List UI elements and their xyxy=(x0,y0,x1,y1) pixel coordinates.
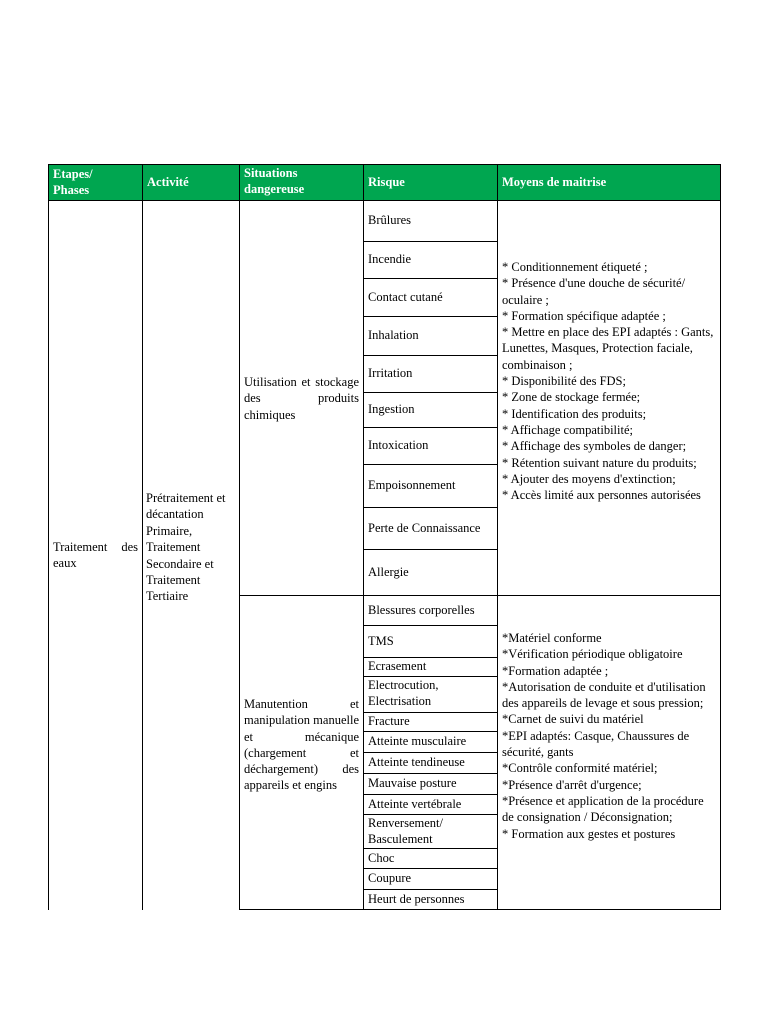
etape-cell: Traitement des eaux xyxy=(53,540,138,571)
header-situations: Situations dangereuse xyxy=(244,166,305,196)
risk-item: Irritation xyxy=(368,366,413,381)
risk-item: Coupure xyxy=(368,871,412,886)
risk-item: Atteinte tendineuse xyxy=(368,755,465,770)
risk-item: Atteinte vertébrale xyxy=(368,796,462,811)
moyen-item: *Autorisation de conduite et d'utilisation des appareils de levage et sous pression; xyxy=(502,679,706,711)
risk-item: Intoxication xyxy=(368,438,429,453)
activite-text: Prétraitement et décantation Primaire, Traitement Secondaire et Traitement Tertiaire xyxy=(146,491,226,604)
header-activite: Activité xyxy=(147,175,189,189)
moyen-item: * Accès limité aux personnes autorisées xyxy=(502,488,701,503)
risk-item: Ingestion xyxy=(368,402,415,417)
moyen-item: * Zone de stockage fermée; xyxy=(502,390,641,405)
moyen-item: * Présence d'une douche de sécurité/ oculaire ; xyxy=(502,276,686,307)
moyen-item: *Vérification périodique obligatoire xyxy=(502,647,683,662)
activite-cell xyxy=(146,490,238,605)
moyen-item: *Présence et application de la procédure de consignation / Déconsignation; xyxy=(502,793,704,825)
risk-item: Electrocution, Electrisation xyxy=(368,678,439,708)
situation-1-label: Utilisation et stockage des produits chimiques xyxy=(244,375,359,422)
risk-item: Blessures corporelles xyxy=(368,602,475,617)
risk-item: Heurt de personnes xyxy=(368,891,465,906)
situation-2-label: Manutention et manipulation manuelle et mécanique (chargement et déchargement) des appareils et engins xyxy=(244,697,359,793)
moyen-item: *Matériel conforme xyxy=(502,631,602,645)
risk-item: Renversement/ Basculement xyxy=(368,816,443,846)
header-moyens: Moyens de maitrise xyxy=(502,175,607,189)
moyen-item: * Conditionnement étiqueté ; xyxy=(502,260,648,274)
risk-item: Brûlures xyxy=(368,213,412,228)
risk-item: Ecrasement xyxy=(368,659,427,674)
moyen-item: * Identification des produits; xyxy=(502,406,647,421)
moyen-item: * Affichage des symboles de danger; xyxy=(502,439,687,454)
moyens-list-2 xyxy=(502,630,716,842)
moyen-item: * Affichage compatibilité; xyxy=(502,422,633,437)
moyen-item: *EPI adaptés: Casque, Chaussures de sécurité, gants xyxy=(502,728,690,760)
risk-item: Inhalation xyxy=(368,328,419,343)
moyen-item: * Rétention suivant nature du produits; xyxy=(502,455,697,470)
header-etapes: Etapes/ Phases xyxy=(53,167,93,197)
moyen-item: * Disponibilité des FDS; xyxy=(502,374,626,389)
risk-item: Choc xyxy=(368,850,395,865)
risk-item: TMS xyxy=(368,633,394,648)
risk-item: Atteinte musculaire xyxy=(368,734,467,749)
moyen-item: *Carnet de suivi du matériel xyxy=(502,712,644,727)
moyens-list-1 xyxy=(502,259,716,503)
moyen-item: *Formation adaptée ; xyxy=(502,663,609,678)
header-risque: Risque xyxy=(368,175,405,189)
risk-item: Contact cutané xyxy=(368,289,443,304)
moyen-item: * Mettre en place des EPI adaptés : Gants, Lunettes, Masques, Protection faciale, combinaison ; xyxy=(502,325,714,372)
moyen-item: * Formation aux gestes et postures xyxy=(502,826,676,841)
moyen-item: *Présence d'arrêt d'urgence; xyxy=(502,777,642,792)
risk-item: Mauvaise posture xyxy=(368,776,457,791)
moyen-item: *Contrôle conformité matériel; xyxy=(502,761,658,776)
risk-item: Incendie xyxy=(368,252,412,267)
moyen-item: * Ajouter des moyens d'extinction; xyxy=(502,471,676,486)
moyen-item: * Formation spécifique adaptée ; xyxy=(502,308,666,323)
risk-item: Fracture xyxy=(368,714,410,729)
risk-item: Allergie xyxy=(368,564,409,579)
risk-item: Empoisonnement xyxy=(368,478,456,493)
risk-item: Perte de Connaissance xyxy=(368,520,481,535)
